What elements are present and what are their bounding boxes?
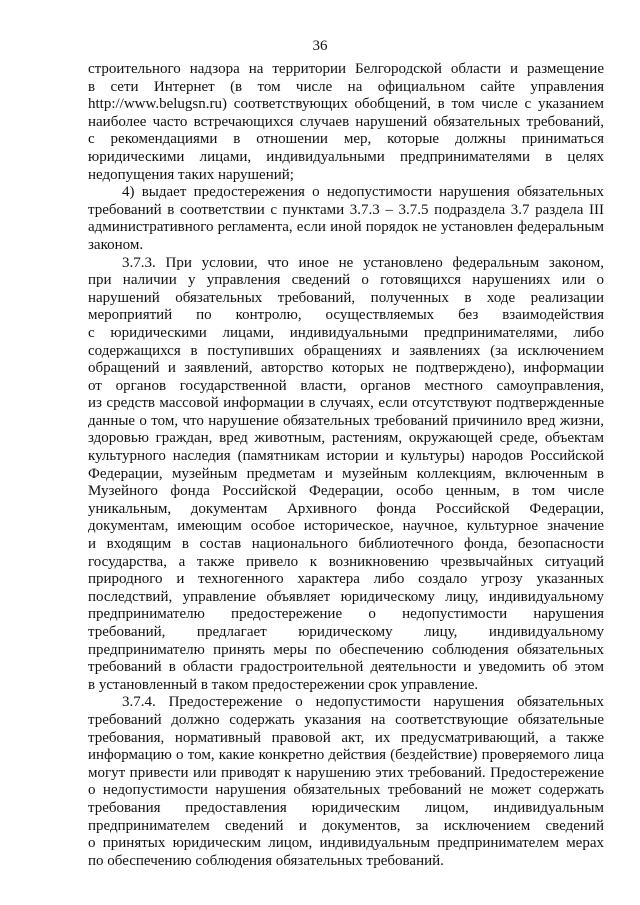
text-line: информацию о том, какие конкретно действия (бездействие) проверяемого лица bbox=[88, 747, 604, 764]
text-line: из средств массовой информации в случаях, если отсутствуют подтвержденные bbox=[88, 395, 604, 412]
text-line: 4) выдает предостережения о недопустимости нарушения обязательных bbox=[122, 184, 604, 201]
text-line: здоровью граждан, вред животным, растениям, окружающей среде, объектам bbox=[88, 430, 604, 447]
text-line: обращений и заявлений, авторство которых не подтверждено), информации bbox=[88, 360, 604, 377]
text-line: природного и техногенного характера либо создало угрозу указанных bbox=[88, 571, 604, 588]
text-line: документам, имеющим особое историческое, научное, культурное значение bbox=[88, 518, 604, 535]
paragraph-item4 bbox=[88, 184, 604, 254]
page-number: 36 bbox=[312, 38, 328, 54]
paragraph-cont bbox=[88, 61, 604, 184]
text-line: при наличии у управления сведений о готовящихся нарушениях или о bbox=[88, 272, 604, 289]
text-line: строительного надзора на территории Белгородской области и размещение bbox=[88, 61, 604, 77]
text-line: могут привести или приводят к нарушению этих требований. Предостережение bbox=[88, 764, 604, 781]
text-line: уникальным, документам Архивного фонда Российской Федерации, bbox=[88, 500, 604, 517]
text-line: и входящим в состав национального библиотечного фонда, безопасности bbox=[88, 536, 604, 553]
text-line: культурного наследия (памятникам истории и культуры) народов Российской bbox=[88, 448, 604, 465]
text-line: требований в области градостроительной деятельности и уведомить об этом bbox=[88, 659, 604, 676]
text-line: 3.7.3. При условии, что иное не установлено федеральным законом, bbox=[122, 254, 604, 271]
text-line: требований в соответствии с пунктами 3.7.3 – 3.7.5 подраздела 3.7 раздела III bbox=[88, 201, 604, 218]
text-line: с юридическими лицами, индивидуальными предпринимателями, либо bbox=[88, 324, 604, 341]
text-line: требований должно содержать указания на соответствующие обязательные bbox=[88, 711, 604, 728]
text-line: требований, предлагает юридическому лицу, индивидуальному bbox=[88, 624, 604, 640]
text-line: юридическими лицами, индивидуальными предпринимателями в целях bbox=[88, 148, 604, 165]
text-line: http://www.belugsn.ru) соответствующих обобщений, в том числе с указанием bbox=[88, 96, 604, 113]
text-line: предпринимателю принять меры по обеспечению соблюдения обязательных bbox=[88, 641, 604, 658]
text-line: от органов государственной власти, органов местного самоуправления, bbox=[88, 377, 604, 394]
text-line: по обеспечению соблюдения обязательных требований. bbox=[88, 852, 444, 869]
text-line: нарушений обязательных требований, полученных в ходе реализации bbox=[88, 289, 604, 306]
text-line: наиболее часто встречающихся случаев нарушений обязательных требований, bbox=[88, 113, 604, 130]
text-line: предпринимателю предостережение о недопустимости нарушения bbox=[88, 606, 604, 623]
text-line: данные о том, что нарушение обязательных требований причинило вред жизни, bbox=[88, 412, 604, 429]
text-line: административного регламента, если иной порядок не установлен федеральным bbox=[88, 219, 604, 236]
paragraph-p373 bbox=[88, 255, 604, 695]
text-line: требования, нормативный правовой акт, их предусматривающий, а также bbox=[88, 729, 604, 746]
text-line: недопущения таких нарушений; bbox=[88, 166, 294, 183]
text-line: законом. bbox=[88, 236, 144, 253]
text-line: 3.7.4. Предостережение о недопустимости нарушения обязательных bbox=[122, 694, 604, 711]
text-line: Федерации, музейным предметам и музейным коллекциям, включенным в bbox=[88, 465, 604, 482]
text-line: мероприятий по контролю, осуществляемых без взаимодействия bbox=[88, 307, 604, 324]
paragraph-p374 bbox=[88, 694, 604, 870]
text-line: в установленный в таком предостережении срок управление. bbox=[88, 676, 479, 693]
text-line: в сети Интернет (в том числе на официальном сайте управления bbox=[88, 78, 604, 95]
text-line: Музейного фонда Российской Федерации, особо ценным, в том числе bbox=[88, 483, 604, 500]
text-line: государства, а также привело к возникновению чрезвычайных ситуаций bbox=[88, 553, 604, 570]
text-line: содержащихся в поступивших обращениях и заявлениях (за исключением bbox=[88, 342, 604, 359]
text-line: предпринимателем сведений и документов, за исключением сведений bbox=[88, 817, 604, 834]
text-line: требования предоставления юридическим лицом, индивидуальным bbox=[88, 799, 604, 816]
text-line: с рекомендациями в отношении мер, которые должны приниматься bbox=[88, 131, 604, 148]
text-line: последствий, управление объявляет юридическому лицу, индивидуальному bbox=[88, 588, 604, 605]
text-line: о принятых юридическим лицом, индивидуальным предпринимателем мерах bbox=[88, 835, 604, 852]
document-body bbox=[88, 61, 604, 870]
text-line: о недопустимости нарушения обязательных требований не может содержать bbox=[88, 782, 604, 799]
